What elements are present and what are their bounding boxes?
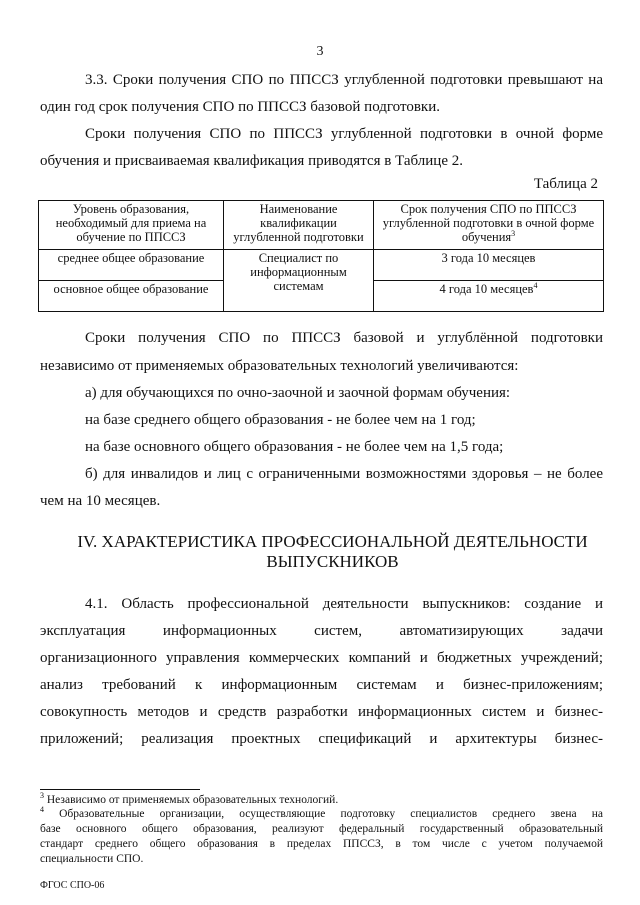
footnote-4-line2: базе основного общего образования, реализуют федеральный государственный образовательный [40,823,603,835]
section-title-line2: ВЫПУСКНИКОВ [266,552,399,571]
footnote-3-mark: 3 [40,791,44,801]
para-4-1-line4: анализ требований к информационным системам и бизнес-приложениям; [40,677,603,693]
document-code: ФГОС СПО-06 [40,880,105,891]
section-title [60,532,605,572]
para-4-1-line2: эксплуатация информационных систем, автоматизирующих задачи [40,623,603,639]
footnote-ref-3: 3 [511,228,516,238]
table-caption: Таблица 2 [533,176,598,192]
para-3-3-line1: 3.3. Сроки получения СПО по ППССЗ углубленной подготовки превышают на [85,72,603,88]
para-intro-line2: обучения и присваиваемая квалификация приводятся в Таблице 2. [40,153,463,169]
page-number: 3 [316,44,324,59]
footnote-4-mark: 4 [40,805,44,815]
header-duration-text: Срок получения СПО по ППССЗ углубленной подготовки в очной форме обучения [382,202,595,244]
section-title-line1: IV. ХАРАКТЕРИСТИКА ПРОФЕССИОНАЛЬНОЙ ДЕЯТЕЛЬНОСТИ [77,532,588,551]
para-4-1-line5: совокупность методов и средств разработки информационных систем и бизнес- [40,704,603,720]
qualification-cell: Специалист по информационным системам [224,250,374,312]
footnote-4-line4: специальности СПО. [40,853,144,865]
para-4-1-line3: организационного управления коммерческих компаний и бюджетных учреждений; [40,650,603,666]
header-education-level: Уровень образования, необходимый для приема на обучение по ППССЗ [39,201,224,250]
qualification-table [38,200,604,312]
header-duration [374,201,604,250]
para-4-1-line1: 4.1. Область профессиональной деятельности выпускников: создание и [85,596,603,612]
footnote-4-line3: стандарт среднего общего образования в пределах ППССЗ, в том числе с учетом получаемой [40,838,603,850]
header-qualification: Наименование квалификации углубленной подготовки [224,201,374,250]
extension-item-a: а) для обучающихся по очно-заочной и заочной формам обучения: [85,385,511,401]
extension-item-b-line1: б) для инвалидов и лиц с ограниченными возможностями здоровья – не более [85,466,603,482]
extension-line2: независимо от применяемых образовательных технологий увеличиваются: [40,358,519,374]
duration-cell [374,250,604,281]
para-4-1-line6: приложений; реализация проектных спецификаций и архитектуры бизнес- [40,731,603,747]
duration-cell [374,281,604,312]
education-level-cell: среднее общее образование [39,250,224,281]
duration-text: 4 года 10 месяцев [439,282,534,296]
footnote-4-text: Образовательные организации, осуществляющие подготовку специалистов среднего звена на [59,808,603,820]
footnote-4-line1 [40,807,603,821]
footnote-divider [40,789,200,790]
para-3-3-line2: один год срок получения СПО по ППССЗ базовой подготовки. [40,99,440,115]
footnote-ref-4: 4 [533,280,538,290]
table-row [39,250,604,281]
education-level-cell: основное общее образование [39,281,224,312]
extension-item-a1: на базе среднего общего образования - не более чем на 1 год; [85,412,476,428]
extension-item-b-line2: чем на 10 месяцев. [40,493,161,509]
extension-item-a2: на базе основного общего образования - не более чем на 1,5 года; [85,439,504,455]
footnote-3 [40,793,338,807]
para-intro-line1: Сроки получения СПО по ППССЗ углубленной подготовки в очной форме [85,126,603,142]
duration-text: 3 года 10 месяцев [441,251,536,265]
table-header-row [39,201,604,250]
extension-line1: Сроки получения СПО по ППССЗ базовой и углублённой подготовки [85,330,603,346]
footnote-3-text: Независимо от применяемых образовательных технологий. [46,794,339,806]
